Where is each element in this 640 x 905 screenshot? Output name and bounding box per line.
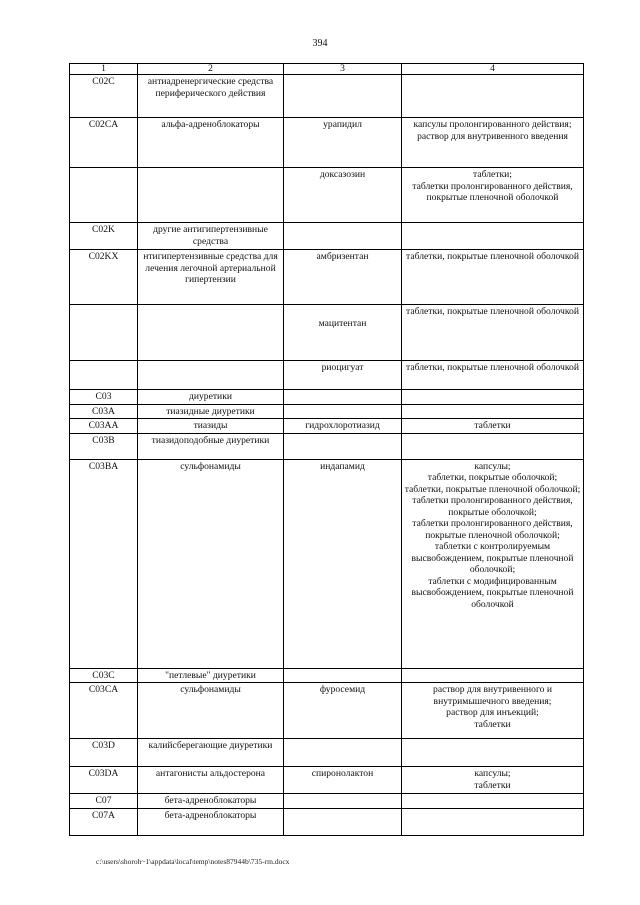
drug-name-cell: мацитентан <box>284 305 402 361</box>
drug-name-cell: гидрохлоротиазид <box>284 419 402 434</box>
atc-code-cell <box>70 305 138 361</box>
pharmacological-group-cell <box>138 168 284 223</box>
atc-code-cell: C07A <box>70 808 138 835</box>
atc-code-cell: C03B <box>70 433 138 459</box>
drug-name-cell <box>284 404 402 419</box>
dosage-forms-cell <box>402 433 584 459</box>
drug-name-cell <box>284 223 402 250</box>
table-row <box>70 118 584 168</box>
table-row <box>70 390 584 405</box>
drug-name-cell <box>284 390 402 405</box>
table-row <box>70 808 584 835</box>
atc-code-cell: C03AA <box>70 419 138 434</box>
drug-name-cell <box>284 75 402 118</box>
column-header-2: 2 <box>138 64 284 75</box>
atc-code-cell <box>70 361 138 390</box>
pharmacological-group-cell: тиазидные диуретики <box>138 404 284 419</box>
dosage-forms-cell <box>402 739 584 767</box>
atc-code-cell <box>70 168 138 223</box>
pharmacological-group-cell: нтигипертензивные средства для лечения легочной артериальной гипертензии <box>138 250 284 305</box>
drug-name-cell: урапидил <box>284 118 402 168</box>
column-header-4: 4 <box>402 64 584 75</box>
dosage-forms-cell: раствор для внутривенного и внутримышечного введения; раствор для инъекций; таблетки <box>402 683 584 739</box>
atc-code-cell: C02K <box>70 223 138 250</box>
footer-file-path: c:\users\shoroh~1\appdata\local\temp\notes87944b\735-rm.docx <box>96 857 290 866</box>
drug-name-cell: доксазозин <box>284 168 402 223</box>
table-row <box>70 433 584 459</box>
atc-code-cell: C03DA <box>70 767 138 794</box>
table-row <box>70 168 584 223</box>
atc-code-cell: C03D <box>70 739 138 767</box>
dosage-forms-cell <box>402 223 584 250</box>
medication-table <box>69 63 584 836</box>
table-row <box>70 404 584 419</box>
table-row <box>70 767 584 794</box>
table-row <box>70 459 584 668</box>
atc-code-cell: C02CA <box>70 118 138 168</box>
dosage-forms-cell <box>402 75 584 118</box>
table-row <box>70 739 584 767</box>
column-header-1: 1 <box>70 64 138 75</box>
drug-name-cell: спиронолактон <box>284 767 402 794</box>
drug-name-cell <box>284 668 402 683</box>
drug-name-cell: фуросемид <box>284 683 402 739</box>
atc-code-cell: C03 <box>70 390 138 405</box>
dosage-forms-cell: таблетки <box>402 419 584 434</box>
dosage-forms-cell: таблетки, покрытые пленочной оболочкой <box>402 361 584 390</box>
atc-code-cell: C02KX <box>70 250 138 305</box>
dosage-forms-cell <box>402 404 584 419</box>
pharmacological-group-cell <box>138 305 284 361</box>
drug-name-cell: риоцигуат <box>284 361 402 390</box>
column-header-3: 3 <box>284 64 402 75</box>
page-number: 394 <box>312 38 328 49</box>
dosage-forms-cell <box>402 668 584 683</box>
dosage-forms-cell: таблетки, покрытые пленочной оболочкой <box>402 250 584 305</box>
atc-code-cell: C03A <box>70 404 138 419</box>
table-body <box>70 75 584 836</box>
atc-code-cell: C03C <box>70 668 138 683</box>
drug-name-cell <box>284 433 402 459</box>
table-row <box>70 75 584 118</box>
table-row <box>70 361 584 390</box>
atc-code-cell: C02C <box>70 75 138 118</box>
drug-name-cell <box>284 739 402 767</box>
pharmacological-group-cell: тиазидоподобные диуретики <box>138 433 284 459</box>
pharmacological-group-cell: антагонисты альдостерона <box>138 767 284 794</box>
table-row <box>70 223 584 250</box>
table-row <box>70 794 584 809</box>
pharmacological-group-cell: антиадренергические средства периферического действия <box>138 75 284 118</box>
atc-code-cell: C03BA <box>70 459 138 668</box>
table-row <box>70 419 584 434</box>
table-row <box>70 250 584 305</box>
drug-name-cell: амбризентан <box>284 250 402 305</box>
table-row <box>70 683 584 739</box>
pharmacological-group-cell: сульфонамиды <box>138 459 284 668</box>
dosage-forms-cell: таблетки; таблетки пролонгированного действия, покрытые пленочной оболочкой <box>402 168 584 223</box>
pharmacological-group-cell <box>138 361 284 390</box>
pharmacological-group-cell: бета-адреноблокаторы <box>138 808 284 835</box>
dosage-forms-cell: капсулы пролонгированного действия; раствор для внутривенного введения <box>402 118 584 168</box>
atc-code-cell: C07 <box>70 794 138 809</box>
dosage-forms-cell <box>402 390 584 405</box>
pharmacological-group-cell: бета-адреноблокаторы <box>138 794 284 809</box>
dosage-forms-cell: таблетки, покрытые пленочной оболочкой <box>402 305 584 361</box>
atc-code-cell: C03CA <box>70 683 138 739</box>
pharmacological-group-cell: "петлевые" диуретики <box>138 668 284 683</box>
pharmacological-group-cell: сульфонамиды <box>138 683 284 739</box>
dosage-forms-cell <box>402 794 584 809</box>
dosage-forms-cell <box>402 808 584 835</box>
pharmacological-group-cell: калийсберегающие диуретики <box>138 739 284 767</box>
table-row <box>70 305 584 361</box>
dosage-forms-cell: капсулы; таблетки, покрытые оболочкой; таблетки, покрытые пленочной оболочкой; таблетки пролонгированного действия, покрытые оболочкой; таблетки пролонгированного действия, покрытые пленочной оболочкой; таблетки с контролируемым высвобождением, покрытые пленочной оболочкой; таблетки с модифицированным высвобождением, покрытые пленочной оболочкой <box>402 459 584 668</box>
dosage-forms-cell: капсулы; таблетки <box>402 767 584 794</box>
pharmacological-group-cell: другие антигипертензивные средства <box>138 223 284 250</box>
drug-name-cell <box>284 794 402 809</box>
table-header-row <box>70 64 584 75</box>
table-row <box>70 668 584 683</box>
pharmacological-group-cell: тиазиды <box>138 419 284 434</box>
drug-name-cell <box>284 808 402 835</box>
drug-name-cell: индапамид <box>284 459 402 668</box>
pharmacological-group-cell: диуретики <box>138 390 284 405</box>
pharmacological-group-cell: альфа-адреноблокаторы <box>138 118 284 168</box>
